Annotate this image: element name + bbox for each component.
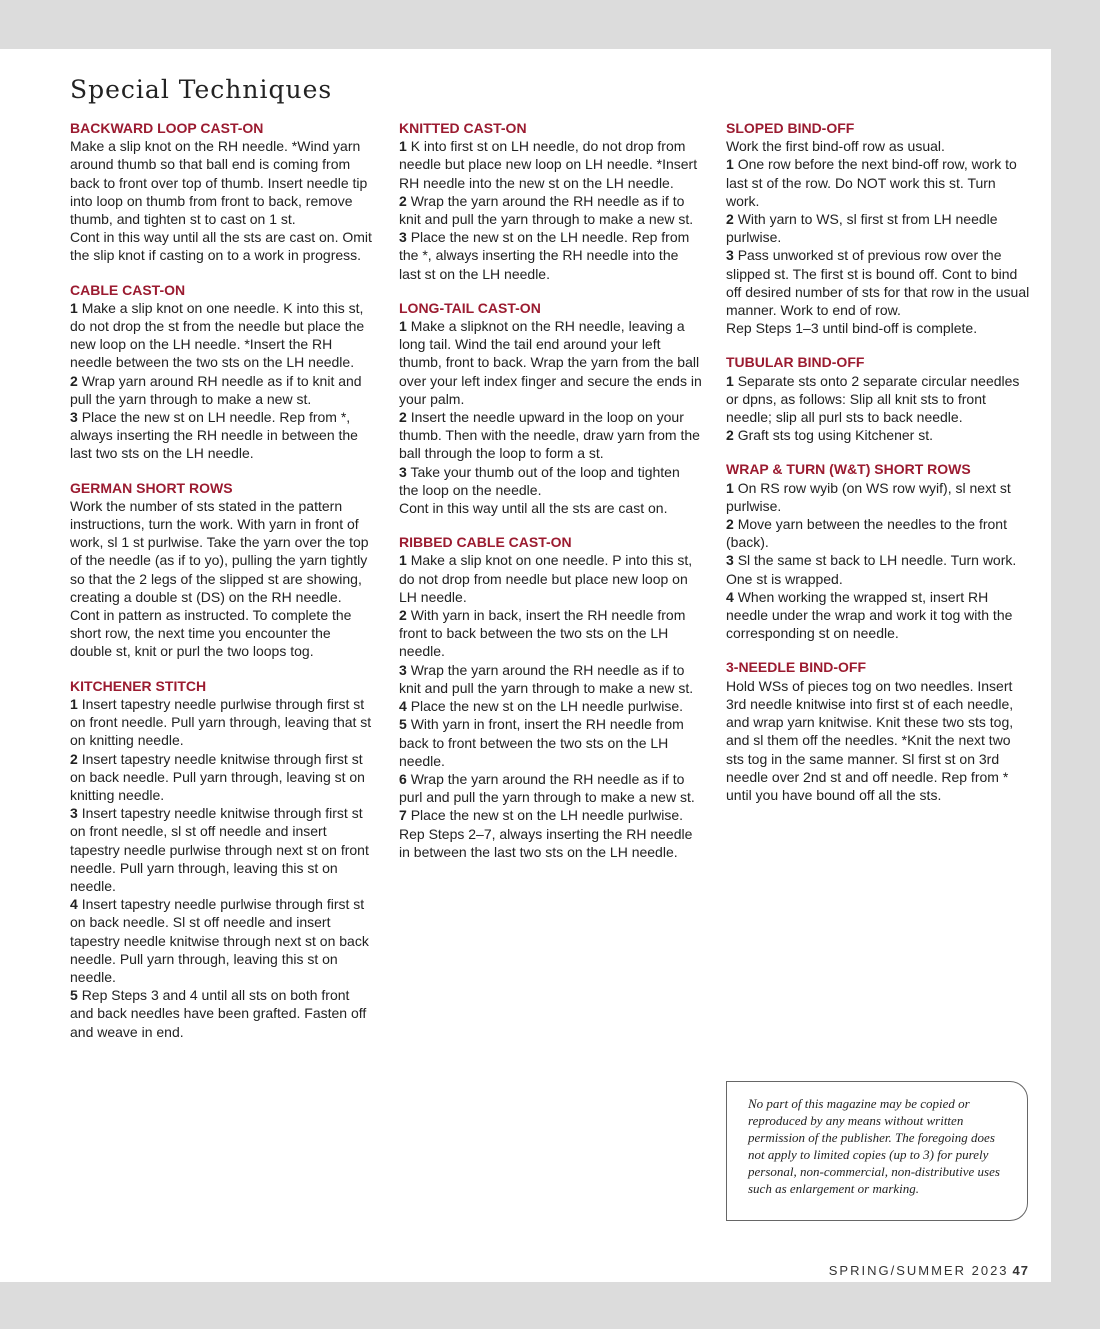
technique-section: [70, 281, 374, 463]
step-text: Rep Steps 3 and 4 until all sts on both front and back needles have been grafted. Fasten off and weave in end.: [70, 987, 367, 1040]
numbered-step: [399, 715, 703, 770]
step-number: 3: [399, 661, 407, 678]
technique-section: [399, 299, 703, 517]
section-title: SLOPED BIND-OFF: [726, 120, 855, 136]
technique-section: [726, 460, 1030, 642]
step-text: Insert tapestry needle knitwise through first st on back needle. Pull yarn through, leaving st on knitting needle.: [70, 750, 365, 803]
step-text: With yarn in front, insert the RH needle from back to front between the two sts on the LH needle.: [399, 716, 684, 769]
copyright-notice: No part of this magazine may be copied or reproduced by any means without written permission of the publisher. The foregoing does not apply to limited copies (up to 3) for purely personal, non-commercial, non-distributive uses such as enlargement or marking.: [748, 1096, 1000, 1196]
step-text: Insert the needle upward in the loop on your thumb. Then with the needle, draw yarn from the ball through the loop to form a st.: [399, 409, 700, 462]
numbered-step: [726, 155, 1030, 210]
step-text: Insert tapestry needle purlwise through first st on back needle. Sl st off needle and insert tapestry needle knitwise through next st on back needle. Pull yarn through, leaving this st on needle.: [70, 896, 369, 985]
step-number: 2: [399, 409, 407, 426]
numbered-step: [399, 192, 703, 228]
technique-section: [70, 479, 374, 661]
step-number: 2: [399, 192, 407, 209]
step-number: 3: [399, 229, 407, 246]
numbered-step: [70, 804, 374, 895]
step-text: Wrap the yarn around the RH needle as if to purl and pull the yarn through to make a new st.: [399, 770, 695, 806]
numbered-step: [70, 895, 374, 986]
numbered-step: [399, 697, 703, 715]
numbered-step: [399, 806, 703, 824]
numbered-step: [399, 661, 703, 697]
page-title: Special Techniques: [70, 75, 333, 104]
step-text: When working the wrapped st, insert RH needle under the wrap and work it tog with the corresponding st on needle.: [726, 588, 1013, 642]
step-text: K into first st on LH needle, do not drop from needle but place new loop on LH needle. *Insert RH needle into the new st on the LH needle.: [399, 138, 698, 191]
paragraph: Make a slip knot on the RH needle. *Wind yarn around thumb so that ball end is coming from back to front over top of thumb. Insert needle tip into loop on thumb from front to back, remove thumb, and tighten st to cast on 1 st.: [70, 138, 368, 228]
step-number: 1: [726, 372, 734, 389]
step-text: Insert tapestry needle purlwise through first st on front needle. Pull yarn through, leaving that st on knitting needle.: [70, 695, 372, 749]
step-number: 3: [399, 463, 407, 480]
section-title: KNITTED CAST-ON: [399, 120, 527, 136]
step-number: 1: [399, 138, 407, 155]
section-title: KITCHENER STITCH: [70, 677, 207, 694]
step-number: 1: [726, 479, 734, 496]
numbered-step: [399, 317, 703, 408]
numbered-step: [70, 750, 374, 805]
step-text: Wrap yarn around RH needle as if to knit and pull the yarn through to make a new st.: [70, 372, 362, 407]
paragraph: Hold WSs of pieces tog on two needles. Insert 3rd needle knitwise into first st of each needle, and wrap yarn knitwise. Knit these two sts tog, and sl them off the needles. *Knit the next two sts tog in the same manner. Sl first st on 3rd needle over 2nd st and off needle. Rep from * until you have bound off all the sts.: [726, 677, 1014, 803]
numbered-step: [726, 210, 1030, 246]
step-number: 1: [726, 156, 734, 173]
numbered-step: [70, 695, 374, 750]
step-text: Make a slip knot on one needle. K into this st, do not drop the st from the needle but place the new loop on the LH needle. *Insert the RH needle between the two sts on the LH needle.: [70, 299, 365, 371]
step-number: 3: [726, 247, 734, 264]
column-3: [726, 119, 1030, 820]
technique-section: [70, 677, 374, 1041]
numbered-step: [399, 408, 703, 463]
step-text: Sl the same st back to LH needle. Turn work. One st is wrapped.: [726, 552, 1017, 587]
numbered-step: [399, 551, 703, 606]
magazine-page: [0, 49, 1051, 1282]
step-number: 1: [70, 299, 78, 316]
page-number: 47: [1012, 1263, 1029, 1278]
step-text: Place the new st on LH needle. Rep from *, always inserting the RH needle in between the last two sts on the LH needle.: [70, 409, 358, 462]
step-text: Insert tapestry needle knitwise through first st on front needle, sl st off needle and insert tapestry needle purlwise through next st on front needle. Pull yarn through, leaving this st on needle.: [70, 805, 369, 894]
paragraph: Cont in this way until all the sts are cast on.: [399, 500, 668, 517]
numbered-step: [70, 299, 374, 372]
section-title: 3-NEEDLE BIND-OFF: [726, 659, 866, 676]
step-text: Take your thumb out of the loop and tighten the loop on the needle.: [399, 463, 680, 498]
step-text: Pass unworked st of previous row over the slipped st. The first st is bound off. Cont to bind off desired number of sts for that row in the usual manner. Work to end of row.: [726, 247, 1030, 319]
paragraph: Cont in this way until all the sts are cast on. Omit the slip knot if casting on to a work in progress.: [70, 229, 372, 264]
technique-section: [726, 119, 1030, 337]
paragraph: Rep Steps 2–7, always inserting the RH needle in between the last two sts on the LH needle.: [399, 825, 693, 860]
step-text: Graft sts tog using Kitchener st.: [737, 427, 933, 444]
step-text: Wrap the yarn around the RH needle as if to knit and pull the yarn through to make a new st.: [399, 661, 694, 696]
page-footer: [829, 1263, 1029, 1278]
step-text: Wrap the yarn around the RH needle as if to knit and pull the yarn through to make a new st.: [399, 192, 694, 228]
step-number: 5: [70, 987, 78, 1004]
section-title: TUBULAR BIND-OFF: [726, 354, 865, 371]
step-text: On RS row wyib (on WS row wyif), sl next st purlwise.: [726, 479, 1011, 514]
column-1: [70, 119, 374, 1057]
step-number: 1: [70, 695, 78, 712]
step-number: 2: [726, 427, 734, 444]
step-text: Make a slipknot on the RH needle, leaving a long tail. Wind the tail end around your left thumb, front to back. Wrap the yarn from the ball over your left index finger and secure the ends in your palm.: [399, 318, 702, 407]
numbered-step: [399, 770, 703, 806]
numbered-step: [726, 246, 1030, 319]
column-2: [399, 119, 703, 877]
section-title: WRAP & TURN (W&T) SHORT ROWS: [726, 461, 971, 478]
numbered-step: [726, 426, 1030, 444]
step-number: 4: [726, 588, 734, 605]
step-text: One row before the next bind-off row, work to last st of the row. Do NOT work this st. Turn work.: [726, 156, 1017, 209]
section-title: LONG-TAIL CAST-ON: [399, 299, 541, 316]
step-number: 1: [399, 318, 407, 335]
step-text: With yarn in back, insert the RH needle from front to back between the two sts on the LH needle.: [399, 607, 686, 660]
numbered-step: [399, 137, 703, 192]
step-text: Separate sts onto 2 separate circular needles or dpns, as follows: Slip all knit sts to front needle; slip all purl sts to back needle.: [726, 372, 1020, 426]
technique-section: [399, 119, 703, 283]
step-number: 3: [70, 805, 78, 822]
technique-section: [399, 533, 703, 861]
section-title: GERMAN SHORT ROWS: [70, 479, 233, 496]
step-number: 2: [70, 750, 78, 767]
numbered-step: [726, 372, 1030, 427]
numbered-step: [70, 372, 374, 408]
step-number: 6: [399, 770, 407, 787]
step-text: Move yarn between the needles to the front (back).: [726, 516, 1007, 551]
numbered-step: [726, 551, 1030, 587]
numbered-step: [399, 228, 703, 283]
issue-label: SPRING/SUMMER 2023: [828, 1263, 1009, 1278]
technique-section: [70, 119, 374, 265]
numbered-step: [726, 479, 1030, 515]
section-title: BACKWARD LOOP CAST-ON: [70, 120, 264, 136]
numbered-step: [399, 606, 703, 661]
numbered-step: [70, 986, 374, 1041]
step-number: 4: [399, 698, 407, 715]
step-number: 4: [70, 896, 78, 913]
step-number: 2: [726, 211, 734, 228]
section-title: CABLE CAST-ON: [70, 281, 186, 298]
numbered-step: [70, 408, 374, 463]
section-title: RIBBED CABLE CAST-ON: [399, 534, 572, 551]
technique-section: [726, 353, 1030, 444]
step-number: 2: [70, 372, 78, 389]
step-text: With yarn to WS, sl first st from LH needle purlwise.: [726, 211, 998, 246]
step-text: Place the new st on the LH needle purlwise.: [410, 698, 684, 715]
step-number: 2: [399, 607, 407, 624]
step-text: Place the new st on the LH needle. Rep from the *, always inserting the RH needle into the last st on the LH needle.: [399, 229, 690, 282]
numbered-step: [726, 588, 1030, 643]
step-text: Make a slip knot on one needle. P into this st, do not drop from needle but place new loop on LH needle.: [399, 552, 693, 605]
step-number: 5: [399, 716, 407, 733]
paragraph: Rep Steps 1–3 until bind-off is complete.: [726, 320, 978, 337]
numbered-step: [399, 463, 703, 499]
step-text: Place the new st on the LH needle purlwise.: [410, 807, 684, 824]
step-number: 1: [399, 552, 407, 569]
step-number: 2: [726, 516, 734, 533]
paragraph: Work the first bind-off row as usual.: [726, 138, 945, 155]
step-number: 3: [726, 552, 734, 569]
paragraph: Work the number of sts stated in the pattern instructions, turn the work. With yarn in front of work, sl 1 st purlwise. Take the yarn over the top of the needle (as if to yo), pulling the yarn tightly so that the 2 legs of the slipped st are showing, creating a double st (DS) on the RH needle. Cont in pattern as instructed. To complete the short row, the next time you encounter the double st, knit or purl the two loops tog.: [70, 497, 369, 660]
step-number: 7: [399, 807, 407, 824]
technique-section: [726, 658, 1030, 804]
copyright-notice-box: [726, 1081, 1028, 1221]
step-number: 3: [70, 409, 78, 426]
numbered-step: [726, 515, 1030, 551]
